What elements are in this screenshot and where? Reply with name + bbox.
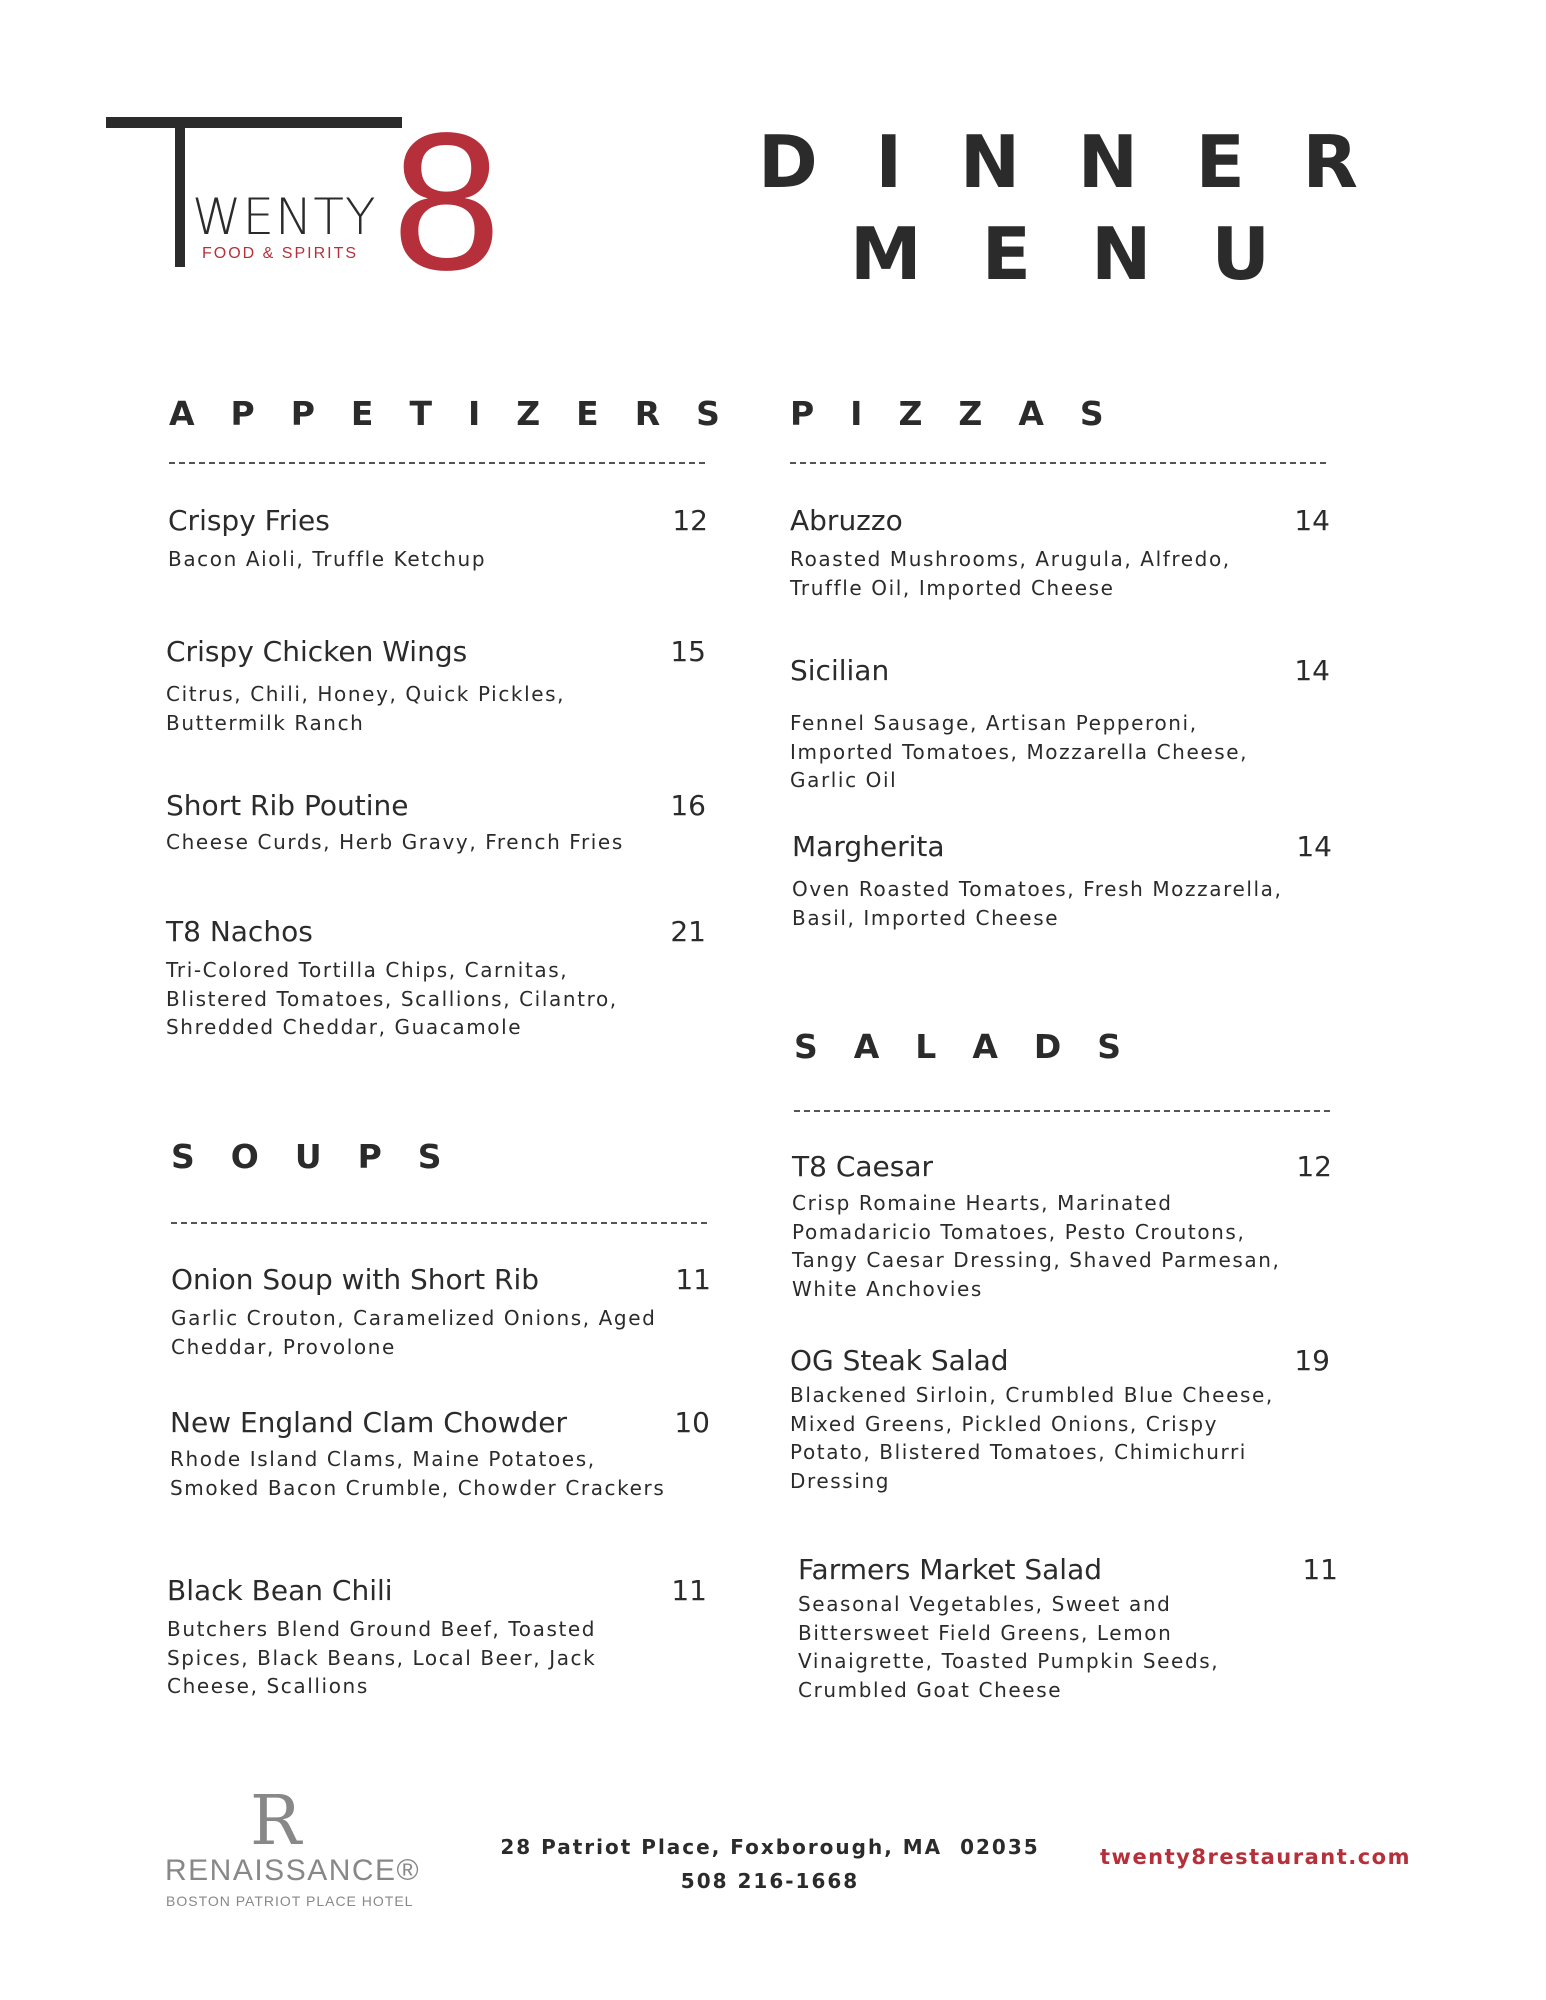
menu-item <box>790 504 1330 602</box>
item-name: T8 Nachos <box>166 915 313 948</box>
section-heading-pizzas: PIZZAS <box>790 394 1140 433</box>
menu-item <box>171 1263 711 1361</box>
menu-item <box>166 635 706 737</box>
menu-item <box>792 1150 1332 1303</box>
title-letter: N <box>1077 120 1139 204</box>
restaurant-website-link[interactable]: twenty8restaurant.com <box>1100 1845 1411 1869</box>
item-name: T8 Caesar <box>792 1150 934 1183</box>
section-divider <box>169 462 705 464</box>
item-description: Oven Roasted Tomatoes, Fresh Mozzarella, Basil, Imported Cheese <box>792 877 1283 930</box>
item-name: Farmers Market Salad <box>798 1553 1103 1586</box>
section-heading-appetizers: APPETIZERS <box>169 394 756 433</box>
item-price: 11 <box>1302 1553 1338 1586</box>
item-price: 12 <box>672 504 708 537</box>
menu-item <box>790 654 1330 795</box>
section-divider <box>171 1222 707 1224</box>
restaurant-phone: 508 216-1668 <box>680 1869 860 1893</box>
item-description: Citrus, Chili, Honey, Quick Pickles, Buttermilk Ranch <box>166 682 566 735</box>
item-description: Fennel Sausage, Artisan Pepperoni, Imported Tomatoes, Mozzarella Cheese, Garlic Oil <box>790 711 1249 792</box>
title-dinner <box>758 120 1358 204</box>
item-price: 15 <box>670 635 706 668</box>
title-letter: D <box>758 120 818 204</box>
item-description: Cheese Curds, Herb Gravy, French Fries <box>166 830 624 854</box>
item-name: Abruzzo <box>790 504 903 537</box>
title-letter: N <box>959 120 1021 204</box>
logo-t-stem <box>175 117 185 267</box>
item-name: Onion Soup with Short Rib <box>171 1263 540 1296</box>
item-name: Crispy Chicken Wings <box>166 635 468 668</box>
item-description: Tri-Colored Tortilla Chips, Carnitas, Blistered Tomatoes, Scallions, Cilantro, Shredded Cheddar, Guacamole <box>166 958 618 1039</box>
restaurant-logo <box>100 92 502 311</box>
menu-item <box>168 504 708 574</box>
title-letter: I <box>875 120 903 204</box>
item-description: Rhode Island Clams, Maine Potatoes, Smoked Bacon Crumble, Chowder Crackers <box>170 1447 666 1500</box>
restaurant-address: 28 Patriot Place, Foxborough, MA 02035 <box>500 1835 1040 1859</box>
menu-item <box>166 915 706 1042</box>
item-description: Garlic Crouton, Caramelized Onions, Aged Cheddar, Provolone <box>171 1306 657 1359</box>
logo-eight: 8 <box>392 92 502 311</box>
item-description: Crisp Romaine Hearts, Marinated Pomadaricio Tomatoes, Pesto Croutons, Tangy Caesar Dressing, Shaved Parmesan, White Anchovies <box>792 1191 1281 1301</box>
section-heading-salads: SALADS <box>794 1027 1158 1066</box>
item-description: Butchers Blend Ground Beef, Toasted Spices, Black Beans, Local Beer, Jack Cheese, Scallions <box>167 1617 597 1698</box>
item-price: 19 <box>1294 1344 1330 1377</box>
title-letter: N <box>1091 212 1152 296</box>
item-description: Seasonal Vegetables, Sweet and Bittersweet Field Greens, Lemon Vinaigrette, Toasted Pumpkin Seeds, Crumbled Goat Cheese <box>798 1592 1220 1702</box>
item-description: Bacon Aioli, Truffle Ketchup <box>168 547 487 571</box>
item-name: OG Steak Salad <box>790 1344 1009 1377</box>
title-letter: U <box>1211 212 1270 296</box>
item-price: 12 <box>1296 1150 1332 1183</box>
item-description: Roasted Mushrooms, Arugula, Alfredo, Truffle Oil, Imported Cheese <box>790 547 1231 600</box>
item-name: Short Rib Poutine <box>166 789 409 822</box>
item-name: Black Bean Chili <box>167 1574 393 1607</box>
item-name: Crispy Fries <box>168 504 330 537</box>
title-letter: E <box>1195 120 1245 204</box>
item-price: 11 <box>675 1263 711 1296</box>
menu-item <box>790 1344 1330 1495</box>
menu-item <box>167 1574 707 1701</box>
section-heading-soups: SOUPS <box>171 1137 478 1176</box>
item-price: 10 <box>674 1406 710 1439</box>
logo-subtitle: FOOD & SPIRITS <box>202 245 359 262</box>
item-price: 14 <box>1294 504 1330 537</box>
menu-item <box>792 830 1332 932</box>
menu-item <box>798 1553 1338 1704</box>
item-price: 16 <box>670 789 706 822</box>
item-price: 21 <box>670 915 706 948</box>
item-name: New England Clam Chowder <box>170 1406 568 1439</box>
renaissance-logo-mark: R <box>250 1782 302 1861</box>
item-name: Margherita <box>792 830 945 863</box>
menu-item <box>170 1406 710 1502</box>
item-name: Sicilian <box>790 654 890 687</box>
menu-item <box>166 789 706 857</box>
item-price: 14 <box>1296 830 1332 863</box>
title-letter: M <box>850 212 922 296</box>
title-letter: E <box>981 212 1031 296</box>
logo-t-bar <box>106 117 402 128</box>
title-menu <box>850 212 1270 296</box>
hotel-subtitle: BOSTON PATRIOT PLACE HOTEL <box>166 1893 414 1909</box>
hotel-name: RENAISSANCE® <box>165 1854 421 1887</box>
title-letter: R <box>1302 120 1358 204</box>
item-price: 14 <box>1294 654 1330 687</box>
section-divider <box>790 462 1326 464</box>
item-description: Blackened Sirloin, Crumbled Blue Cheese, Mixed Greens, Pickled Onions, Crispy Potato, Blistered Tomatoes, Chimichurri Dressing <box>790 1383 1274 1493</box>
item-price: 11 <box>671 1574 707 1607</box>
section-divider <box>794 1110 1330 1112</box>
logo-wordmark: WENTY <box>192 188 377 246</box>
restaurant-contact <box>500 1830 1040 1898</box>
